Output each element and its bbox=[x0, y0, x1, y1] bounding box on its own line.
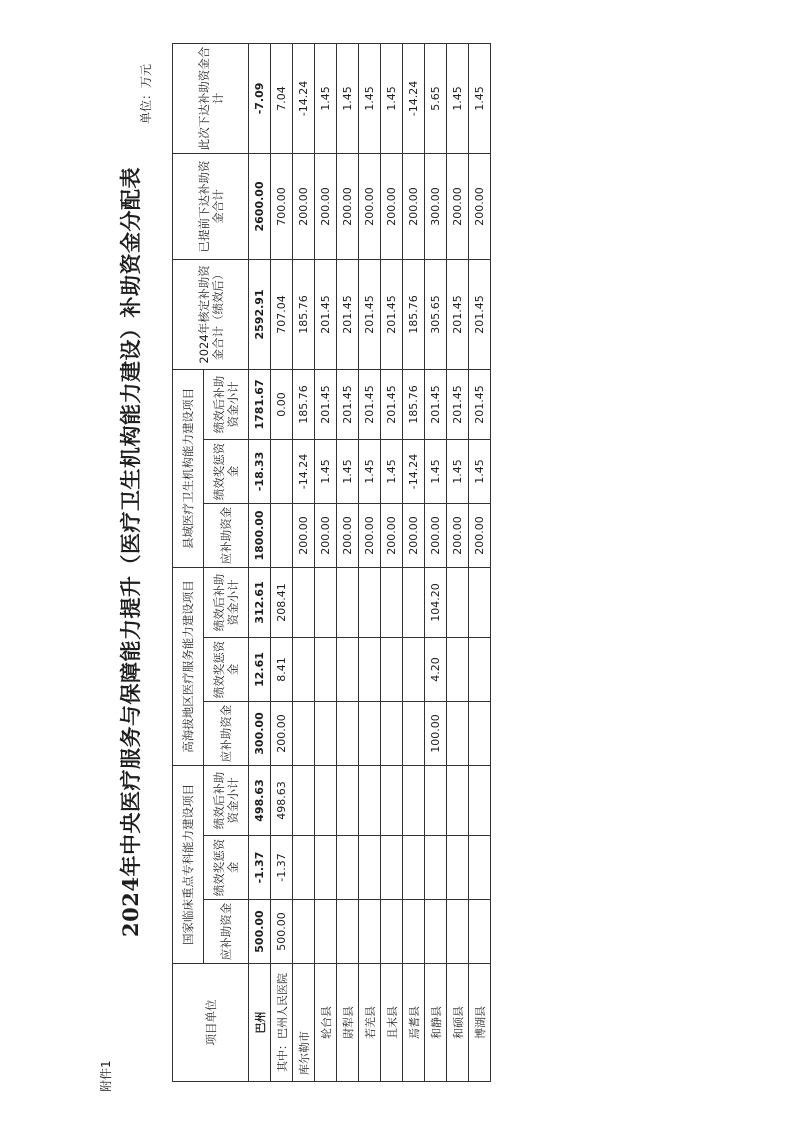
cell-national-after bbox=[403, 765, 425, 835]
header-national-award: 绩效奖惩资金 bbox=[204, 836, 249, 900]
cell-national-subsidy bbox=[337, 900, 359, 964]
cell-this-issue: 5.65 bbox=[425, 43, 447, 153]
cell-national-subsidy: 500.00 bbox=[271, 900, 293, 964]
cell-county-after: 201.45 bbox=[359, 369, 381, 439]
cell-county-after: 201.45 bbox=[337, 369, 359, 439]
cell-national-award bbox=[359, 836, 381, 900]
cell-national-subsidy: 500.00 bbox=[249, 900, 271, 964]
cell-highland-after: 104.20 bbox=[425, 567, 447, 637]
cell-national-award bbox=[315, 836, 337, 900]
attachment-label: 附件1 bbox=[99, 1060, 113, 1092]
cell-this-issue: -14.24 bbox=[403, 43, 425, 153]
cell-county-award: 1.45 bbox=[447, 439, 469, 503]
cell-national-after bbox=[337, 765, 359, 835]
cell-total-2024: 305.65 bbox=[425, 259, 447, 369]
cell-county-subsidy: 200.00 bbox=[315, 503, 337, 567]
cell-national-after bbox=[315, 765, 337, 835]
cell-county-subsidy: 200.00 bbox=[425, 503, 447, 567]
cell-national-after: 498.63 bbox=[249, 765, 271, 835]
cell-total-2024: 201.45 bbox=[315, 259, 337, 369]
cell-county-subsidy bbox=[271, 503, 293, 567]
cell-county-award: 1.45 bbox=[337, 439, 359, 503]
table-row bbox=[249, 43, 271, 1081]
cell-county-subsidy: 1800.00 bbox=[249, 503, 271, 567]
cell-county-after: 185.76 bbox=[293, 369, 315, 439]
cell-advanced: 200.00 bbox=[293, 153, 315, 259]
cell-highland-award bbox=[337, 637, 359, 701]
row-name: 其中：巴州人民医院 bbox=[271, 964, 293, 1082]
header-national-after: 绩效后补助资金小计 bbox=[204, 765, 249, 835]
cell-county-after: 201.45 bbox=[469, 369, 491, 439]
cell-county-award bbox=[271, 439, 293, 503]
cell-advanced: 200.00 bbox=[359, 153, 381, 259]
cell-highland-subsidy bbox=[359, 701, 381, 765]
cell-total-2024: 201.45 bbox=[337, 259, 359, 369]
cell-this-issue: 1.45 bbox=[359, 43, 381, 153]
cell-county-award: 1.45 bbox=[381, 439, 403, 503]
row-name: 和硕县 bbox=[447, 964, 469, 1082]
cell-national-subsidy bbox=[403, 900, 425, 964]
cell-national-after: 498.63 bbox=[271, 765, 293, 835]
cell-total-2024: 201.45 bbox=[447, 259, 469, 369]
cell-county-after: 201.45 bbox=[315, 369, 337, 439]
cell-county-subsidy: 200.00 bbox=[381, 503, 403, 567]
header-group-national: 国家临床重点专科能力建设项目 bbox=[173, 765, 204, 963]
header-group-county: 县域医疗卫生机构能力建设项目 bbox=[173, 369, 204, 567]
cell-this-issue: 1.45 bbox=[337, 43, 359, 153]
cell-national-subsidy bbox=[359, 900, 381, 964]
cell-national-subsidy bbox=[315, 900, 337, 964]
cell-advanced: 200.00 bbox=[447, 153, 469, 259]
cell-national-award: -1.37 bbox=[271, 836, 293, 900]
cell-national-award bbox=[403, 836, 425, 900]
cell-advanced: 200.00 bbox=[315, 153, 337, 259]
cell-highland-award bbox=[469, 637, 491, 701]
cell-county-award: -14.24 bbox=[403, 439, 425, 503]
cell-this-issue: 1.45 bbox=[447, 43, 469, 153]
cell-this-issue: 7.04 bbox=[271, 43, 293, 153]
row-name: 巴州 bbox=[249, 964, 271, 1082]
header-highland-subsidy: 应补助资金 bbox=[204, 701, 249, 765]
row-name: 库尔勒市 bbox=[293, 964, 315, 1082]
cell-county-after: 1781.67 bbox=[249, 369, 271, 439]
table-row bbox=[359, 43, 381, 1081]
cell-national-award bbox=[425, 836, 447, 900]
cell-highland-subsidy: 300.00 bbox=[249, 701, 271, 765]
table-row bbox=[425, 43, 447, 1081]
cell-total-2024: 2592.91 bbox=[249, 259, 271, 369]
cell-county-award: 1.45 bbox=[425, 439, 447, 503]
cell-advanced: 2600.00 bbox=[249, 153, 271, 259]
table-row bbox=[381, 43, 403, 1081]
table-row bbox=[403, 43, 425, 1081]
cell-total-2024: 707.04 bbox=[271, 259, 293, 369]
header-project-unit: 项目单位 bbox=[173, 964, 249, 1082]
cell-national-subsidy bbox=[425, 900, 447, 964]
cell-national-after bbox=[447, 765, 469, 835]
row-name: 博湖县 bbox=[469, 964, 491, 1082]
cell-highland-subsidy: 100.00 bbox=[425, 701, 447, 765]
table-row bbox=[315, 43, 337, 1081]
cell-highland-after: 312.61 bbox=[249, 567, 271, 637]
header-county-subsidy: 应补助资金 bbox=[204, 503, 249, 567]
cell-total-2024: 185.76 bbox=[293, 259, 315, 369]
cell-advanced: 700.00 bbox=[271, 153, 293, 259]
cell-national-subsidy bbox=[447, 900, 469, 964]
table-row bbox=[469, 43, 491, 1081]
header-highland-after: 绩效后补助资金小计 bbox=[204, 567, 249, 637]
cell-advanced: 200.00 bbox=[337, 153, 359, 259]
cell-national-subsidy bbox=[469, 900, 491, 964]
header-county-after: 绩效后补助资金小计 bbox=[204, 369, 249, 439]
table-row bbox=[293, 43, 315, 1081]
cell-national-subsidy bbox=[381, 900, 403, 964]
cell-highland-after bbox=[293, 567, 315, 637]
cell-highland-subsidy bbox=[469, 701, 491, 765]
cell-county-after: 0.00 bbox=[271, 369, 293, 439]
row-name: 且末县 bbox=[381, 964, 403, 1082]
cell-national-award: -1.37 bbox=[249, 836, 271, 900]
header-advanced: 已提前下达补助资金合计 bbox=[173, 153, 249, 259]
cell-county-award: 1.45 bbox=[315, 439, 337, 503]
cell-highland-after: 208.41 bbox=[271, 567, 293, 637]
cell-national-award bbox=[337, 836, 359, 900]
cell-county-award: 1.45 bbox=[359, 439, 381, 503]
cell-highland-subsidy bbox=[381, 701, 403, 765]
cell-county-subsidy: 200.00 bbox=[359, 503, 381, 567]
cell-county-after: 201.45 bbox=[425, 369, 447, 439]
cell-highland-after bbox=[381, 567, 403, 637]
header-this-issue: 此次下达补助资金合计 bbox=[173, 43, 249, 153]
cell-highland-after bbox=[403, 567, 425, 637]
cell-highland-after bbox=[359, 567, 381, 637]
cell-total-2024: 185.76 bbox=[403, 259, 425, 369]
cell-national-after bbox=[381, 765, 403, 835]
table-row bbox=[337, 43, 359, 1081]
cell-highland-award: 12.61 bbox=[249, 637, 271, 701]
cell-highland-subsidy bbox=[337, 701, 359, 765]
row-name: 尉犁县 bbox=[337, 964, 359, 1082]
row-name: 轮台县 bbox=[315, 964, 337, 1082]
cell-county-subsidy: 200.00 bbox=[337, 503, 359, 567]
cell-this-issue: 1.45 bbox=[381, 43, 403, 153]
header-national-subsidy: 应补助资金 bbox=[204, 900, 249, 964]
header-highland-award: 绩效奖惩资金 bbox=[204, 637, 249, 701]
cell-national-after bbox=[293, 765, 315, 835]
cell-highland-award bbox=[403, 637, 425, 701]
unit-label: 单位：万元 bbox=[139, 64, 153, 125]
cell-county-subsidy: 200.00 bbox=[447, 503, 469, 567]
cell-this-issue: -7.09 bbox=[249, 43, 271, 153]
row-name: 若羌县 bbox=[359, 964, 381, 1082]
cell-highland-award bbox=[315, 637, 337, 701]
cell-national-award bbox=[381, 836, 403, 900]
cell-national-award bbox=[469, 836, 491, 900]
cell-highland-after bbox=[315, 567, 337, 637]
cell-national-after bbox=[359, 765, 381, 835]
cell-national-subsidy bbox=[293, 900, 315, 964]
cell-national-after bbox=[469, 765, 491, 835]
cell-county-after: 185.76 bbox=[403, 369, 425, 439]
cell-this-issue: 1.45 bbox=[469, 43, 491, 153]
header-group-highland: 高海拔地区医疗服务能力建设项目 bbox=[173, 567, 204, 765]
cell-total-2024: 201.45 bbox=[359, 259, 381, 369]
cell-highland-subsidy bbox=[293, 701, 315, 765]
row-name: 和静县 bbox=[425, 964, 447, 1082]
cell-highland-award bbox=[359, 637, 381, 701]
cell-county-subsidy: 200.00 bbox=[469, 503, 491, 567]
cell-county-subsidy: 200.00 bbox=[403, 503, 425, 567]
cell-advanced: 200.00 bbox=[403, 153, 425, 259]
cell-county-after: 201.45 bbox=[381, 369, 403, 439]
cell-highland-subsidy bbox=[447, 701, 469, 765]
cell-highland-award bbox=[293, 637, 315, 701]
cell-highland-subsidy bbox=[315, 701, 337, 765]
cell-advanced: 200.00 bbox=[469, 153, 491, 259]
cell-national-award bbox=[447, 836, 469, 900]
cell-highland-award: 8.41 bbox=[271, 637, 293, 701]
row-name: 焉耆县 bbox=[403, 964, 425, 1082]
cell-county-subsidy: 200.00 bbox=[293, 503, 315, 567]
cell-total-2024: 201.45 bbox=[381, 259, 403, 369]
cell-national-award bbox=[293, 836, 315, 900]
document-title: 2024年中央医疗服务与保障能力提升（医疗卫生机构能力建设）补助资金分配表 bbox=[118, 167, 143, 937]
cell-total-2024: 201.45 bbox=[469, 259, 491, 369]
cell-county-award: -14.24 bbox=[293, 439, 315, 503]
header-county-award: 绩效奖惩资金 bbox=[204, 439, 249, 503]
cell-highland-award: 4.20 bbox=[425, 637, 447, 701]
cell-highland-after bbox=[337, 567, 359, 637]
table-row bbox=[271, 43, 293, 1081]
cell-county-after: 201.45 bbox=[447, 369, 469, 439]
cell-county-award: 1.45 bbox=[469, 439, 491, 503]
cell-county-award: -18.33 bbox=[249, 439, 271, 503]
cell-highland-after bbox=[469, 567, 491, 637]
cell-highland-award bbox=[447, 637, 469, 701]
allocation-table bbox=[172, 43, 491, 1082]
cell-this-issue: 1.45 bbox=[315, 43, 337, 153]
cell-highland-award bbox=[381, 637, 403, 701]
cell-this-issue: -14.24 bbox=[293, 43, 315, 153]
header-total-2024: 2024年核定补助资金合计（绩效后） bbox=[173, 259, 249, 369]
table-row bbox=[447, 43, 469, 1081]
cell-advanced: 300.00 bbox=[425, 153, 447, 259]
cell-highland-after bbox=[447, 567, 469, 637]
cell-highland-subsidy: 200.00 bbox=[271, 701, 293, 765]
cell-advanced: 200.00 bbox=[381, 153, 403, 259]
cell-highland-subsidy bbox=[403, 701, 425, 765]
cell-national-after bbox=[425, 765, 447, 835]
